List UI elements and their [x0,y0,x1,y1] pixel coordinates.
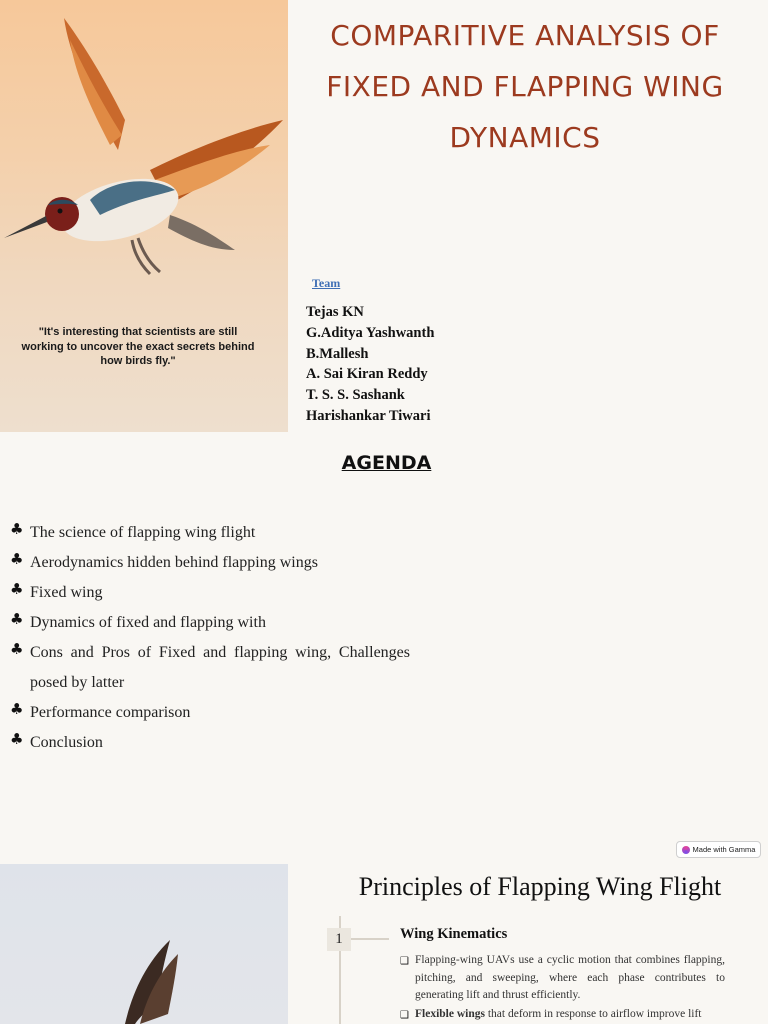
agenda-item [10,698,410,728]
gamma-logo-icon [682,846,690,854]
agenda-item [10,548,410,578]
bullet-bold-text: Flexible wings [415,1007,485,1020]
agenda-item-text: Aerodynamics hidden behind flapping wings [30,554,318,571]
timeline-connector [351,938,389,940]
agenda-item [10,638,410,698]
club-bullet-icon: ♣ [10,730,24,748]
team-member: A. Sai Kiran Reddy [306,366,428,383]
club-bullet-icon: ♣ [10,610,24,628]
step-title: Wing Kinematics [400,926,508,942]
agenda-list [10,518,410,758]
agenda-item-text: Cons and Pros of Fixed and flapping wing, Challenges posed by latter [30,644,410,691]
slide-title: Principles of Flapping Wing Flight [358,872,722,901]
team-member: G.Aditya Yashwanth [306,324,435,341]
step-number-badge: 1 [327,928,351,951]
presentation-title: COMPARITIVE ANALYSIS OF FIXED AND FLAPPING WING DYNAMICS [326,19,724,154]
team-member: Harishankar Tiwari [306,407,431,424]
bullet-text: that deform in response to airflow improve lift [484,1007,702,1020]
agenda-item-text: The science of flapping wing flight [30,524,256,541]
square-bullet-icon: ❑ [400,956,409,967]
flying-bird-photo [0,864,288,1024]
club-bullet-icon: ♣ [10,520,24,538]
agenda-item-text: Fixed wing [30,584,103,601]
agenda-item-text: Dynamics of fixed and flapping with [30,614,266,631]
agenda-item [10,728,410,758]
step-bullet [400,952,725,1005]
team-member: Tejas KN [306,304,364,320]
team-member: B.Mallesh [306,345,369,362]
agenda-item-text: Performance comparison [30,704,191,721]
made-with-gamma-badge[interactable] [676,841,761,858]
agenda-title: AGENDA [341,452,432,474]
club-bullet-icon: ♣ [10,640,24,658]
square-bullet-icon: ❑ [400,1009,409,1021]
team-link[interactable]: Team [312,276,341,290]
agenda-item [10,578,410,608]
agenda-item [10,608,410,638]
step-bullet-list [400,952,725,1024]
club-bullet-icon: ♣ [10,580,24,598]
bird-silhouette [0,864,288,1024]
team-member-list [306,302,434,427]
badge-label: Made with Gamma [692,845,756,854]
step-bullet [400,1006,725,1024]
bullet-text: Flapping-wing UAVs use a cyclic motion that combines flapping, pitching, and sweeping, where each phase contributes to generating lift and thrust efficiently. [415,954,725,1001]
hero-quote: "It's interesting that scientists are still working to uncover the exact secrets behind how birds fly." [21,326,255,367]
club-bullet-icon: ♣ [10,700,24,718]
agenda-item [10,518,410,548]
team-member: T. S. S. Sashank [306,387,405,404]
agenda-item-text: Conclusion [30,734,103,751]
club-bullet-icon: ♣ [10,550,24,568]
